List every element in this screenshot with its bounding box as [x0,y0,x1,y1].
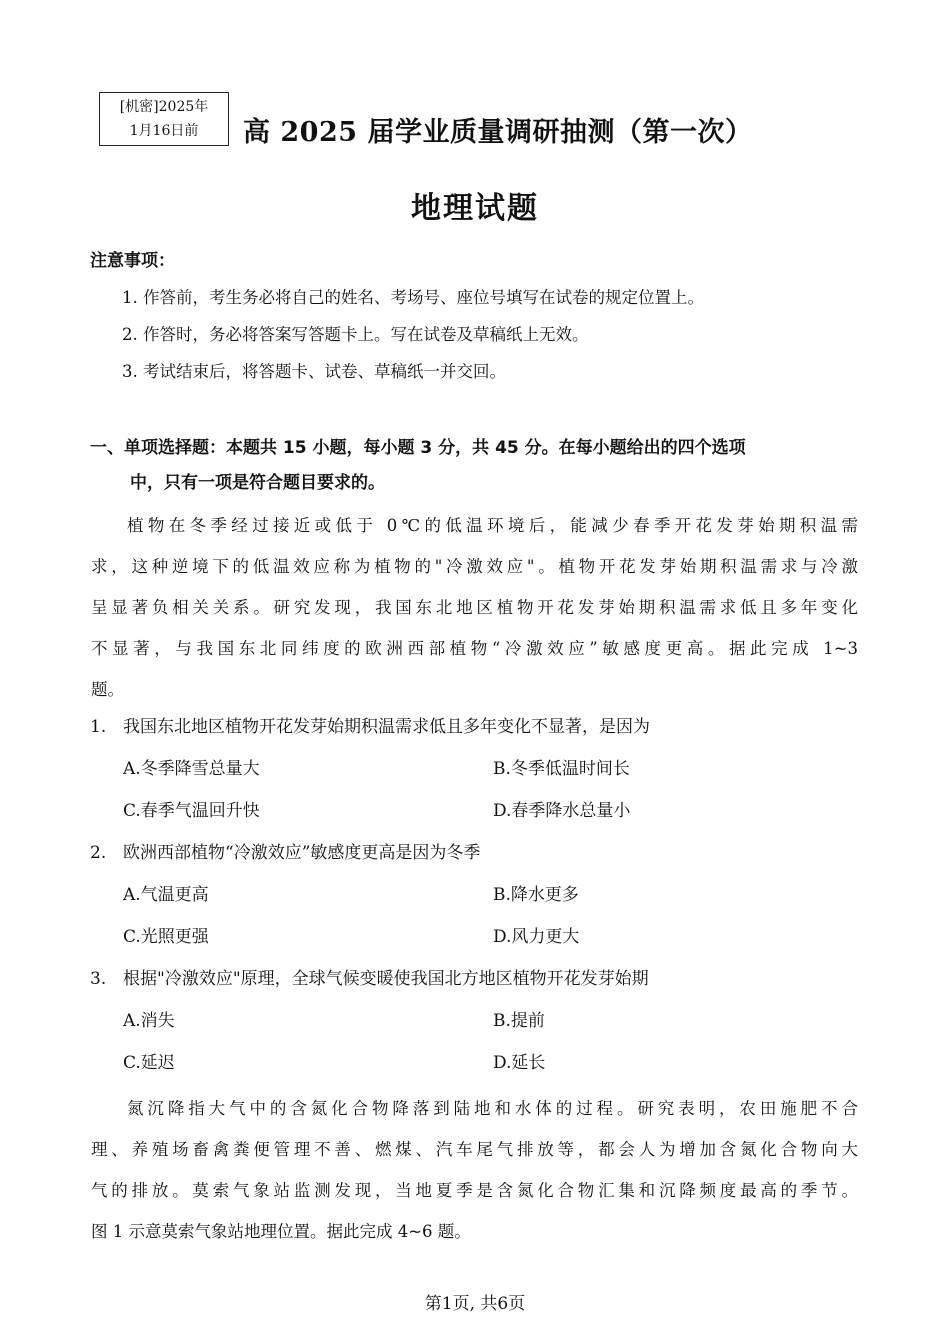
section-heading-line-1: 一、单项选择题：本题共 15 小题，每小题 3 分，共 45 分。在每小题给出的四个选项 [90,438,746,458]
passage-line: 题。 [91,680,124,699]
question-1 [90,712,650,737]
option-a[interactable]: A.气温更高 [123,885,209,905]
option-b[interactable]: B.冬季低温时间长 [493,759,630,779]
question-number: 3. [90,969,107,989]
notice-heading: 注意事项： [90,251,175,271]
option-a[interactable]: A.消失 [123,1011,175,1031]
confidential-line-1: [机密]2025年 [119,99,209,115]
confidential-line-2: 1月16日前 [129,123,199,139]
question-stem: 欧洲西部植物“冷激效应”敏感度更高是因为冬季 [123,843,481,863]
option-b[interactable]: B.提前 [493,1011,545,1031]
passage-line: 氮沉降指大气中的含氮化合物降落到陆地和水体的过程。研究表明，农田施肥不合 [127,1099,858,1118]
exam-title: 高 2025 届学业质量调研抽测（第一次） [243,117,753,148]
passage-line: 理、养殖场畜禽粪便管理不善、燃煤、汽车尾气排放等，都会人为增加含氮化合物向大 [91,1140,858,1159]
question-number: 2. [90,843,107,863]
option-d[interactable]: D.春季降水总量小 [493,801,631,821]
notice-item: 2. 作答时，务必将答案写答题卡上。写在试卷及草稿纸上无效。 [122,325,589,344]
question-stem: 根据"冷激效应"原理，全球气候变暖使我国北方地区植物开花发芽始期 [123,969,649,989]
notice-item: 1. 作答前，考生务必将自己的姓名、考场号、座位号填写在试卷的规定位置上。 [122,288,704,307]
passage-line: 植物在冬季经过接近或低于 0℃的低温环境后，能减少春季开花发芽始期积温需 [127,516,858,535]
notice-item: 3. 考试结束后，将答题卡、试卷、草稿纸一并交回。 [122,362,506,381]
option-a[interactable]: A.冬季降雪总量大 [123,759,260,779]
question-3 [90,964,649,989]
passage-line: 求，这种逆境下的低温效应称为植物的"冷激效应"。植物开花发芽始期积温需求与冷激 [91,557,858,576]
section-heading-line-2: 中，只有一项是符合题目要求的。 [130,473,385,493]
option-b[interactable]: B.降水更多 [493,885,579,905]
question-stem: 我国东北地区植物开花发芽始期积温需求低且多年变化不显著，是因为 [123,717,650,737]
page-number: 第1页, 共6页 [424,1294,526,1314]
passage-line: 呈显著负相关关系。研究发现，我国东北地区植物开花发芽始期积温需求低且多年变化 [91,598,858,617]
option-d[interactable]: D.延长 [493,1053,546,1073]
option-c[interactable]: C.春季气温回升快 [123,801,260,821]
option-c[interactable]: C.延迟 [123,1053,175,1073]
exam-subject: 地理试题 [411,191,539,226]
option-c[interactable]: C.光照更强 [123,927,209,947]
confidential-stamp-box [99,92,229,146]
question-2 [90,838,480,863]
passage-line: 气的排放。莫索气象站监测发现，当地夏季是含氮化合物汇集和沉降频度最高的季节。 [91,1181,858,1200]
passage-line: 图 1 示意莫索气象站地理位置。据此完成 4~6 题。 [91,1222,471,1241]
option-d[interactable]: D.风力更大 [493,927,580,947]
question-number: 1. [90,717,107,737]
passage-line: 不显著，与我国东北同纬度的欧洲西部植物“冷激效应”敏感度更高。据此完成 1~3 [91,639,858,658]
